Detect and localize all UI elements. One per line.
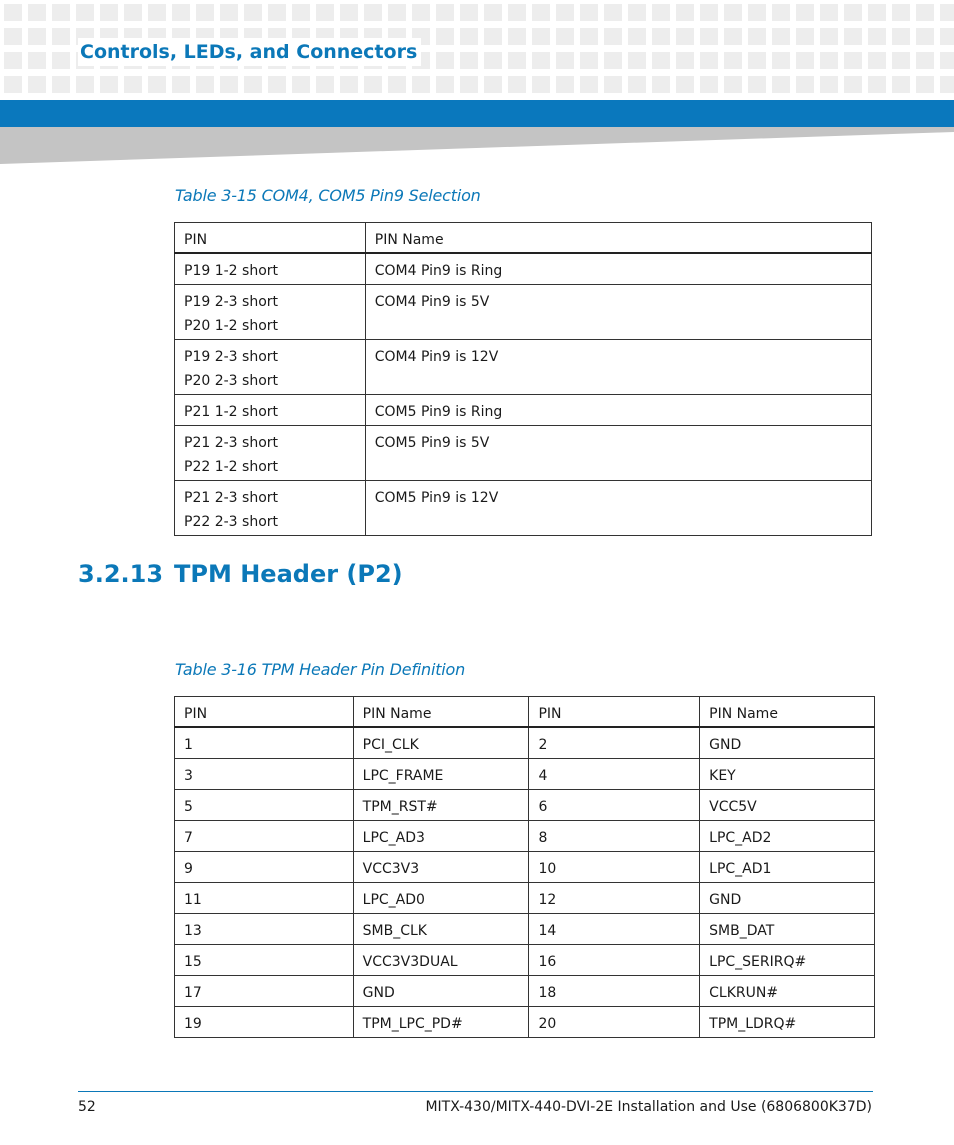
pin-cell: 8 (529, 821, 700, 852)
footer-rule (78, 1091, 873, 1092)
pin-cell: 19 (175, 1007, 354, 1038)
pin-name-cell: SMB_CLK (353, 914, 529, 945)
pin-name-cell: SMB_DAT (700, 914, 875, 945)
pin-cell (175, 285, 366, 340)
pin-setting: P22 1-2 short (184, 459, 279, 475)
column-header-pin: PIN (529, 697, 700, 728)
table-row (175, 1007, 875, 1038)
pin-cell: 14 (529, 914, 700, 945)
pin-setting: P21 2-3 short (184, 490, 279, 506)
pin-name-cell: COM5 Pin9 is Ring (365, 395, 871, 426)
pin-name-cell: GND (353, 976, 529, 1007)
pin-cell: 10 (529, 852, 700, 883)
footer-document-title: MITX-430/MITX-440-DVI-2E Installation and Use (6806800K37D) (425, 1099, 872, 1115)
pin-name-cell: LPC_SERIRQ# (700, 945, 875, 976)
table-row (175, 253, 872, 285)
table-row (175, 285, 872, 340)
table-row (175, 727, 875, 759)
chapter-header-title: Controls, LEDs, and Connectors (78, 38, 421, 66)
table-row (175, 759, 875, 790)
pin-name-cell: COM5 Pin9 is 12V (365, 481, 871, 536)
pin-setting: P20 1-2 short (184, 318, 279, 334)
pin-name-cell: COM5 Pin9 is 5V (365, 426, 871, 481)
pin-cell: 6 (529, 790, 700, 821)
pin-name-cell: TPM_RST# (353, 790, 529, 821)
pin-cell: 3 (175, 759, 354, 790)
table-row (175, 790, 875, 821)
pin-setting: P19 2-3 short (184, 349, 279, 365)
column-header-pin: PIN (175, 223, 366, 254)
pin-name-cell: LPC_AD1 (700, 852, 875, 883)
pin-cell: 13 (175, 914, 354, 945)
pin-cell: 2 (529, 727, 700, 759)
pin-cell: 11 (175, 883, 354, 914)
table-row (175, 976, 875, 1007)
pin-cell: 7 (175, 821, 354, 852)
column-header-pin-name: PIN Name (365, 223, 871, 254)
table-header-row (175, 697, 875, 728)
tpm-header-pin-table (174, 696, 875, 1038)
pin-setting: P19 1-2 short (184, 263, 279, 279)
pin-name-cell: LPC_AD0 (353, 883, 529, 914)
column-header-pin: PIN (175, 697, 354, 728)
pin-cell: 4 (529, 759, 700, 790)
pin-name-cell: COM4 Pin9 is 5V (365, 285, 871, 340)
pin-setting: P21 2-3 short (184, 435, 279, 451)
table-row (175, 852, 875, 883)
pin-cell: 1 (175, 727, 354, 759)
pin-cell: 16 (529, 945, 700, 976)
pin-cell: 9 (175, 852, 354, 883)
pin-cell: 12 (529, 883, 700, 914)
pin-cell: 18 (529, 976, 700, 1007)
table-row (175, 945, 875, 976)
section-number: 3.2.13 (78, 560, 164, 588)
table-row (175, 883, 875, 914)
pin-name-cell: GND (700, 883, 875, 914)
pin-setting: P19 2-3 short (184, 294, 279, 310)
column-header-pin-name: PIN Name (700, 697, 875, 728)
section-title: TPM Header (P2) (174, 560, 403, 588)
pin-name-cell: CLKRUN# (700, 976, 875, 1007)
pin-name-cell: LPC_FRAME (353, 759, 529, 790)
pin-name-cell: GND (700, 727, 875, 759)
column-header-pin-name: PIN Name (353, 697, 529, 728)
pin-name-cell: VCC3V3 (353, 852, 529, 883)
pin-name-cell: PCI_CLK (353, 727, 529, 759)
pin-cell: 17 (175, 976, 354, 1007)
table-header-row (175, 223, 872, 254)
table-row (175, 395, 872, 426)
pin-name-cell: TPM_LDRQ# (700, 1007, 875, 1038)
com-pin9-selection-table (174, 222, 872, 536)
pin-cell (175, 426, 366, 481)
pin-cell: 15 (175, 945, 354, 976)
pin-cell (175, 395, 366, 426)
pin-name-cell: COM4 Pin9 is 12V (365, 340, 871, 395)
pin-name-cell: LPC_AD3 (353, 821, 529, 852)
table-row (175, 821, 875, 852)
pin-cell: 5 (175, 790, 354, 821)
header-grey-swoosh (0, 127, 954, 164)
table-row (175, 340, 872, 395)
table-caption-com-pin9: Table 3-15 COM4, COM5 Pin9 Selection (175, 186, 481, 205)
pin-cell (175, 340, 366, 395)
pin-name-cell: VCC3V3DUAL (353, 945, 529, 976)
page-number: 52 (78, 1099, 96, 1115)
table-caption-tpm-header: Table 3-16 TPM Header Pin Definition (175, 660, 466, 679)
section-heading (78, 560, 403, 588)
pin-name-cell: TPM_LPC_PD# (353, 1007, 529, 1038)
pin-setting: P20 2-3 short (184, 373, 279, 389)
pin-cell (175, 253, 366, 285)
pin-name-cell: VCC5V (700, 790, 875, 821)
pin-name-cell: KEY (700, 759, 875, 790)
pin-setting: P21 1-2 short (184, 404, 279, 420)
header-blue-bar (0, 100, 954, 127)
pin-name-cell: LPC_AD2 (700, 821, 875, 852)
pin-cell: 20 (529, 1007, 700, 1038)
table-row (175, 481, 872, 536)
table-row (175, 914, 875, 945)
pin-cell (175, 481, 366, 536)
pin-setting: P22 2-3 short (184, 514, 279, 530)
table-row (175, 426, 872, 481)
pin-name-cell: COM4 Pin9 is Ring (365, 253, 871, 285)
